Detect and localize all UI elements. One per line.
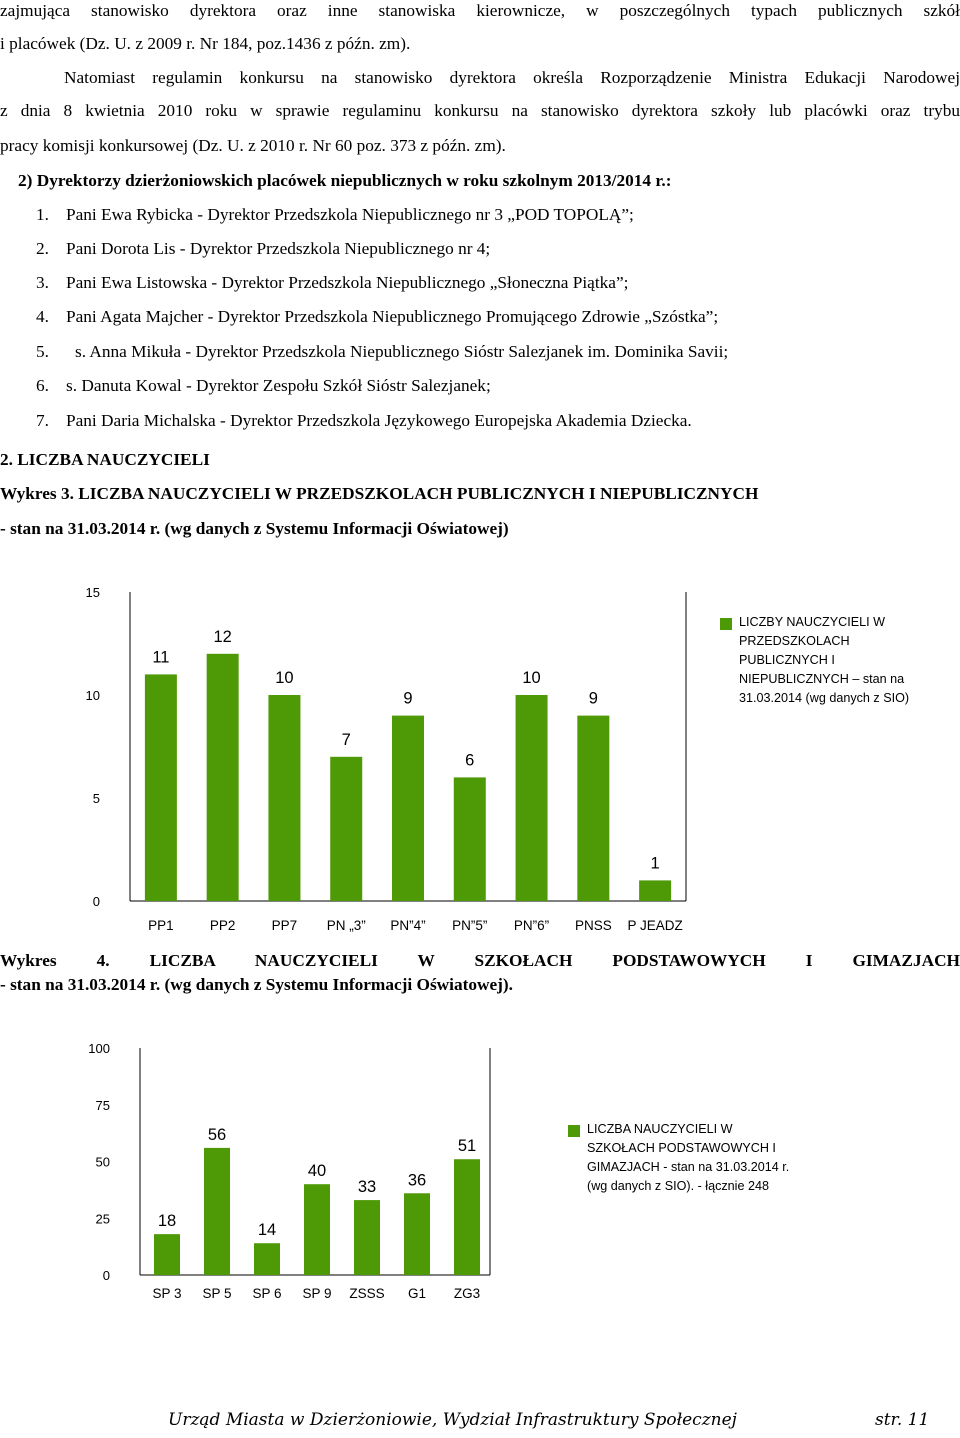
chart2-data-label: 40 [307,1162,327,1181]
chart1-x-tick-label: PP1 [148,918,174,933]
wykres4-subtitle: - stan na 31.03.2014 r. (wg danych z Systemu Informacji Oświatowej). [0,975,513,994]
director-item-text: Pani Agata Majcher - Dyrektor Przedszkola Niepublicznego Promującego Zdrowie „Szóstka”; [66,307,719,326]
chart1-y-tick-label: 10 [85,688,100,703]
chart2-x-tick-label: ZG3 [453,1286,481,1301]
intro-line-1: zajmująca stanowisko dyrektora oraz inne stanowiska kierownicze, w poszczególnych typach publicznych szkół [0,1,960,20]
chart2-bar [454,1159,480,1275]
chart-teachers-preschools [0,575,960,945]
director-item-number: 7. [36,411,49,430]
wykres3-title: Wykres 3. LICZBA NAUCZYCIELI W PRZEDSZKOLACH PUBLICZNYCH I NIEPUBLICZNYCH [0,484,759,503]
director-item-text: s. Anna Mikuła - Dyrektor Przedszkola Niepublicznego Sióstr Salezjanek im. Dominika Savii; [75,342,729,361]
chart1-bar [268,695,300,901]
footer-page-number: str. 11 [875,1410,930,1430]
chart1-x-tick-label: PP7 [271,918,298,933]
chart2-bar [404,1193,430,1275]
chart2-data-label: 18 [157,1212,177,1231]
chart1-data-label: 10 [522,669,541,687]
chart2-x-tick-label: SP 3 [152,1286,182,1301]
chart2-data-label: 36 [407,1171,427,1190]
intro-line-5: pracy komisji konkursowej (Dz. U. z 2010 r. Nr 60 poz. 373 z późn. zm). [0,136,506,155]
chart2-data-label: 14 [257,1221,277,1240]
chart2-bar [204,1148,230,1275]
chart2-bar [354,1200,380,1275]
director-item-text: s. Danuta Kowal - Dyrektor Zespołu Szkół Sióstr Salezjanek; [66,376,491,395]
chart1-data-label: 6 [465,751,475,770]
chart1-x-tick-label: P JEADZ [627,918,683,933]
chart1-data-label: 1 [650,854,660,873]
director-item-text: Pani Ewa Rybicka - Dyrektor Przedszkola Niepublicznego nr 3 „POD TOPOLĄ”; [66,205,634,224]
chart1-x-tick-label: PN „3” [326,918,366,933]
chart1-bar [145,674,177,901]
chart1-y-tick-label: 0 [92,894,100,909]
legend-swatch [568,1125,580,1137]
chart1-x-tick-label: PN”4” [390,918,426,933]
intro-line-4: z dnia 8 kwietnia 2010 roku w sprawie regulaminu konkursu na stanowisko dyrektora szkoły lub placówki oraz trybu [0,101,960,120]
legend-label: LICZBY NAUCZYCIELI W PRZEDSZKOLACH PUBLICZNYCH I NIEPUBLICZNYCH – stan na 31.03.2014 (wg danych z SIO) [739,615,910,705]
chart2-y-tick-label: 75 [95,1097,110,1113]
chart2-data-label: 51 [457,1137,477,1156]
chart1-data-label: 11 [152,648,170,667]
chart1-bar [454,777,486,901]
chart1-data-label: 7 [341,730,351,749]
legend-swatch [720,618,732,630]
director-item-text: Pani Dorota Lis - Dyrektor Przedszkola Niepublicznego nr 4; [66,239,491,258]
director-item-number: 5. [36,342,49,361]
chart2-x-tick-label: G1 [407,1286,427,1301]
chart1-y-tick-label: 5 [92,791,100,806]
director-item-number: 2. [36,239,49,258]
director-item-number: 3. [36,273,49,292]
chart1-x-tick-label: PN”5” [452,918,488,933]
director-item-number: 4. [36,307,49,326]
chart1-data-label: 10 [275,669,294,687]
footer-text: Urząd Miasta w Dzierżoniowie, Wydział Infrastruktury Społecznej [168,1410,737,1430]
legend-label: LICZBA NAUCZYCIELI W SZKOŁACH PODSTAWOWYCH I GIMAZJACH - stan na 31.03.2014 r. (wg danych z SIO). - łącznie 248 [587,1122,790,1193]
wykres4-title: Wykres 4. LICZBA NAUCZYCIELI W SZKOŁACH PODSTAWOWYCH I GIMAZJACH [0,951,960,970]
chart1-data-label: 9 [588,689,598,708]
chart2-x-tick-label: SP 5 [202,1286,232,1301]
chart1-x-tick-label: PN”6” [513,918,550,933]
director-item-text: Pani Daria Michalska - Dyrektor Przedszkola Językowego Europejska Akademia Dziecka. [66,411,692,430]
section-title: 2. LICZBA NAUCZYCIELI [0,450,210,469]
intro-line-2: i placówek (Dz. U. z 2009 r. Nr 184, poz.1436 z późn. zm). [0,34,411,53]
chart1-y-tick-label: 15 [85,585,100,600]
chart-teachers-schools-svg [0,1030,560,1320]
chart2-y-tick-label: 50 [95,1154,110,1170]
chart-teachers-schools [0,1030,960,1320]
chart2-x-tick-label: ZSSS [349,1286,385,1301]
chart1-data-label: 9 [403,689,413,708]
chart1-bar [516,695,548,901]
chart1-x-tick-label: PP2 [209,918,236,933]
chart2-bar [154,1234,180,1275]
wykres3-subtitle: - stan na 31.03.2014 r. (wg danych z Systemu Informacji Oświatowej) [0,519,509,538]
chart-teachers-preschools-svg [0,575,700,945]
chart1-x-tick-label: PNSS [574,918,612,933]
chart1-bar [392,716,424,901]
chart1-bar [330,757,362,901]
chart2-y-tick-label: 25 [95,1211,110,1227]
chart2-data-label: 56 [207,1125,227,1144]
chart2-x-tick-label: SP 6 [252,1286,282,1301]
director-item-number: 6. [36,376,49,395]
chart2-y-tick-label: 0 [102,1268,110,1283]
chart2-x-tick-label: SP 9 [302,1286,332,1301]
chart1-bar [577,716,609,901]
chart1-bar [207,654,239,901]
chart2-y-tick-label: 100 [88,1041,110,1056]
director-item-number: 1. [36,205,49,224]
director-item-text: Pani Ewa Listowska - Dyrektor Przedszkola Niepublicznego „Słoneczna Piątka”; [66,273,629,292]
chart2-data-label: 33 [357,1178,377,1197]
intro-line-3: Natomiast regulamin konkursu na stanowisko dyrektora określa Rozporządzenie Ministra Edukacji Narodowej [64,68,960,87]
chart1-bar [639,880,671,901]
chart2-bar [304,1184,330,1275]
chart1-data-label: 12 [213,627,232,646]
directors-heading: 2) Dyrektorzy dzierżoniowskich placówek niepublicznych w roku szkolnym 2013/2014 r.: [18,171,672,190]
chart2-bar [254,1243,280,1275]
